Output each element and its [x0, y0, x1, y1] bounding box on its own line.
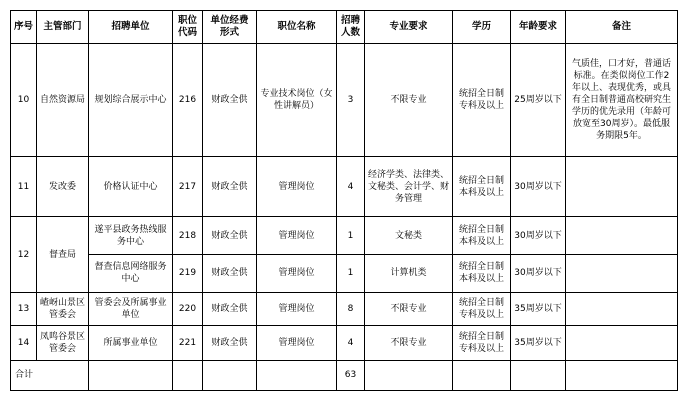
cell-dept: 凤鸣谷景区管委会 [37, 326, 89, 360]
cell-position: 管理岗位 [257, 255, 337, 293]
header-notes: 备注 [566, 11, 678, 44]
cell-age: 35周岁以下 [511, 292, 566, 325]
header-position: 职位名称 [257, 11, 337, 44]
cell-code: 219 [173, 255, 203, 293]
cell-funding: 财政全供 [203, 156, 257, 217]
cell-major: 经济学类、法律类、文秘类、会计学、财务管理 [365, 156, 453, 217]
total-label: 合计 [11, 360, 89, 390]
cell-funding: 财政全供 [203, 292, 257, 325]
cell-notes: 气质佳，口才好，普通话标准。在类似岗位工作2年以上、表现优秀，或具有全日制普通高校研究生学历的优先录用（年龄可放宽至30周岁）。最低服务期限5年。 [566, 44, 678, 157]
cell-edu: 统招全日制本科及以上 [453, 217, 511, 255]
cell-unit: 价格认证中心 [89, 156, 173, 217]
cell-notes [566, 255, 678, 293]
cell-edu: 统招全日制专科及以上 [453, 44, 511, 157]
total-empty [89, 360, 173, 390]
cell-count: 1 [337, 217, 365, 255]
table-row [11, 255, 678, 293]
header-dept: 主管部门 [37, 11, 89, 44]
header-major: 专业要求 [365, 11, 453, 44]
cell-position: 管理岗位 [257, 326, 337, 360]
header-age: 年龄要求 [511, 11, 566, 44]
total-empty [453, 360, 511, 390]
cell-dept: 发改委 [37, 156, 89, 217]
total-empty [203, 360, 257, 390]
cell-funding: 财政全供 [203, 44, 257, 157]
header-count: 招聘人数 [337, 11, 365, 44]
cell-unit: 遂平县政务热线服务中心 [89, 217, 173, 255]
cell-age: 25周岁以下 [511, 44, 566, 157]
cell-seq: 10 [11, 44, 37, 157]
cell-position: 管理岗位 [257, 156, 337, 217]
table-row [11, 326, 678, 360]
cell-notes [566, 326, 678, 360]
header-edu: 学历 [453, 11, 511, 44]
cell-notes [566, 292, 678, 325]
cell-code: 220 [173, 292, 203, 325]
cell-edu: 统招全日制本科及以上 [453, 255, 511, 293]
header-row [11, 11, 678, 44]
cell-seq: 11 [11, 156, 37, 217]
cell-major: 不限专业 [365, 292, 453, 325]
cell-seq: 14 [11, 326, 37, 360]
cell-count: 8 [337, 292, 365, 325]
cell-seq: 12 [11, 217, 37, 292]
cell-count: 4 [337, 156, 365, 217]
cell-count: 3 [337, 44, 365, 157]
cell-age: 35周岁以下 [511, 326, 566, 360]
total-count: 63 [337, 360, 365, 390]
cell-major: 不限专业 [365, 44, 453, 157]
cell-major: 文秘类 [365, 217, 453, 255]
total-empty [365, 360, 453, 390]
table-row [11, 217, 678, 255]
cell-seq: 13 [11, 292, 37, 325]
cell-unit: 管委会及所属事业单位 [89, 292, 173, 325]
header-funding: 单位经费形式 [203, 11, 257, 44]
cell-major: 不限专业 [365, 326, 453, 360]
cell-code: 216 [173, 44, 203, 157]
total-empty [511, 360, 566, 390]
cell-dept: 嵖岈山景区管委会 [37, 292, 89, 325]
total-empty [257, 360, 337, 390]
table-row [11, 292, 678, 325]
cell-age: 30周岁以下 [511, 217, 566, 255]
cell-funding: 财政全供 [203, 217, 257, 255]
cell-unit: 所属事业单位 [89, 326, 173, 360]
cell-unit: 督查信息网络服务中心 [89, 255, 173, 293]
cell-funding: 财政全供 [203, 326, 257, 360]
cell-code: 217 [173, 156, 203, 217]
total-empty [566, 360, 678, 390]
cell-position: 管理岗位 [257, 292, 337, 325]
table-row [11, 156, 678, 217]
cell-position: 管理岗位 [257, 217, 337, 255]
cell-dept: 督查局 [37, 217, 89, 292]
cell-notes [566, 156, 678, 217]
cell-dept: 自然资源局 [37, 44, 89, 157]
cell-funding: 财政全供 [203, 255, 257, 293]
header-unit: 招聘单位 [89, 11, 173, 44]
cell-position: 专业技术岗位（女性讲解员） [257, 44, 337, 157]
cell-notes [566, 217, 678, 255]
total-empty [173, 360, 203, 390]
recruitment-table [10, 10, 678, 391]
cell-unit: 规划综合展示中心 [89, 44, 173, 157]
cell-major: 计算机类 [365, 255, 453, 293]
header-code: 职位代码 [173, 11, 203, 44]
table-row [11, 44, 678, 157]
cell-code: 218 [173, 217, 203, 255]
cell-edu: 统招全日制本科及以上 [453, 156, 511, 217]
total-row [11, 360, 678, 390]
cell-count: 4 [337, 326, 365, 360]
cell-count: 1 [337, 255, 365, 293]
cell-edu: 统招全日制专科及以上 [453, 292, 511, 325]
cell-edu: 统招全日制专科及以上 [453, 326, 511, 360]
cell-code: 221 [173, 326, 203, 360]
cell-age: 30周岁以下 [511, 255, 566, 293]
header-seq: 序号 [11, 11, 37, 44]
cell-age: 30周岁以下 [511, 156, 566, 217]
